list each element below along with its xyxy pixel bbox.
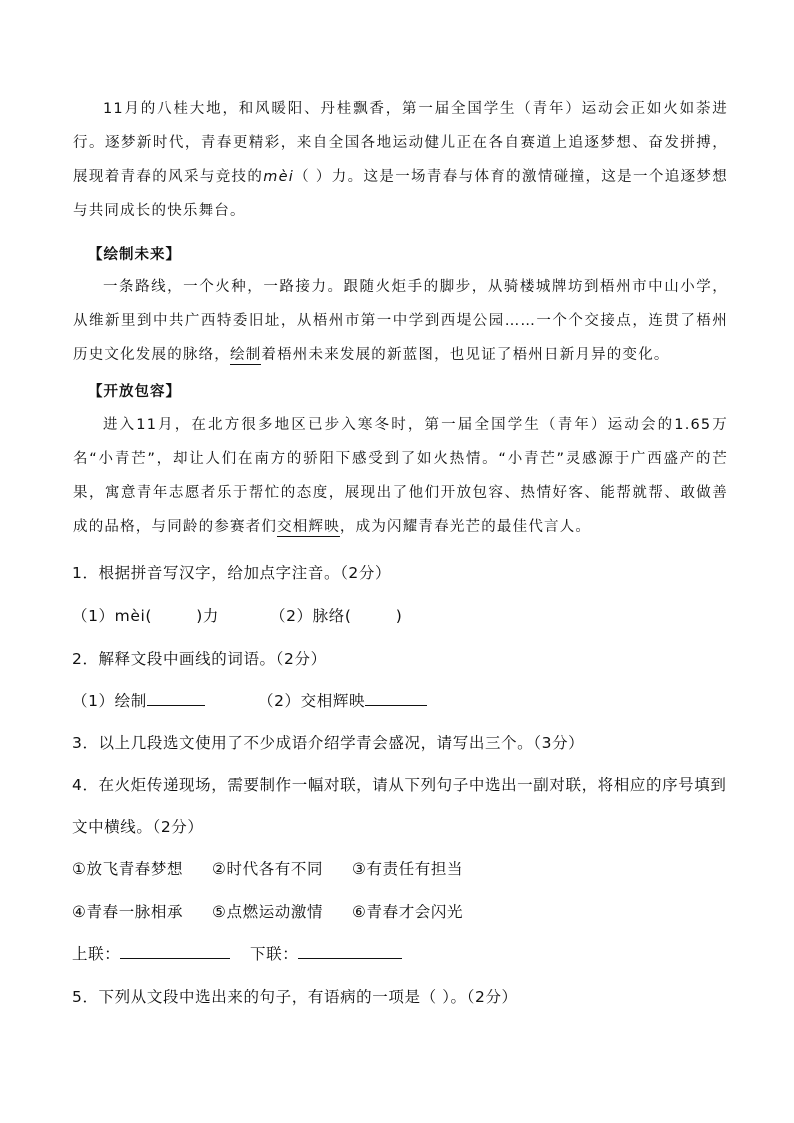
upper-couplet-row <box>72 942 230 964</box>
lower-couplet-label: 下联： <box>250 945 299 963</box>
paragraph-2-text-a: 一条路线，一个火种，一路接力。跟随火炬手的脚步，从骑楼城牌坊到梧州市中山小学，从维新里到中共广西特委旧址，从梧州市第一中学到西堤公园……一个个交接点，连贯了梧州历史文化发展的脉络， <box>73 279 728 363</box>
answer-blank-draw[interactable] <box>147 691 205 706</box>
option-2: ②时代各有不同 <box>212 860 324 878</box>
q2-sub2-label: （2）交相辉映 <box>258 692 366 710</box>
underlined-word-draw: 绘制 <box>230 347 262 363</box>
question-5: 5．下列从文段中选出来的句子，有语病的一项是（ ）。（2分） <box>72 988 518 1006</box>
option-6: ⑥青春才会闪光 <box>352 903 464 921</box>
option-5: ⑤点燃运动激情 <box>212 903 324 921</box>
upper-couplet-label: 上联： <box>72 945 121 963</box>
passage-paragraph-3 <box>73 408 728 544</box>
q2-sub1-label: （1）绘制 <box>72 692 147 710</box>
underlined-word-interplay: 交相辉映 <box>277 519 340 535</box>
question-3: 3．以上几段选文使用了不少成语介绍学青会盛况，请写出三个。（3分） <box>72 734 585 752</box>
upper-couplet-blank[interactable] <box>120 944 230 959</box>
section-heading-draw-future: 【绘制未来】 <box>88 247 181 263</box>
question-2-part-2 <box>258 689 427 711</box>
question-2-part-1 <box>72 689 205 711</box>
q1-sub1-text: （1）mèi( )力 <box>72 607 220 625</box>
question-1-part-1 <box>72 604 219 626</box>
option-3: ③有责任有担当 <box>352 860 464 878</box>
passage-paragraph-1 <box>73 92 728 228</box>
answer-blank-interplay[interactable] <box>365 691 427 706</box>
paragraph-1-text-a: 11月的八桂大地，和风暖阳、丹桂飘香，第一届全国学生（青年）运动会正如火如荼进行。逐梦新时代，青春更精彩，来自全国各地运动健儿正在各自赛道上追逐梦想、奋发拼搏，展现着青春的风采与竞技的 <box>73 101 728 185</box>
pinyin-mei: mèi <box>263 169 294 185</box>
question-1: 1．根据拼音写汉字，给加点字注音。（2分） <box>72 564 392 582</box>
paragraph-3-text-b: ，成为闪耀青春光芒的最佳代言人。 <box>339 519 592 535</box>
paragraph-1-text-b: （ ）力。这是一场青春与体育的激情碰撞，这是一个追逐梦想与共同成长的快乐舞台。 <box>73 169 728 219</box>
section-heading-open-inclusive: 【开放包容】 <box>88 384 181 400</box>
option-4: ④青春一脉相承 <box>72 903 184 921</box>
question-2: 2．解释文段中画线的词语。（2分） <box>72 650 327 668</box>
question-1-part-2 <box>270 604 402 626</box>
lower-couplet-blank[interactable] <box>298 944 402 959</box>
q1-sub2-text: （2）脉络( ) <box>270 607 403 625</box>
paragraph-2-text-b: 着梧州未来发展的新蓝图，也见证了梧州日新月异的变化。 <box>261 347 670 363</box>
passage-paragraph-2 <box>73 270 728 372</box>
question-4-line-1: 4．在火炬传递现场，需要制作一幅对联，请从下列句子中选出一副对联，将相应的序号填到 <box>72 776 727 794</box>
question-4-line-2: 文中横线。（2分） <box>72 818 204 836</box>
paragraph-3-text-a: 进入11月，在北方很多地区已步入寒冬时，第一届全国学生（青年）运动会的1.65万名“小青芒”，却让人们在南方的骄阳下感受到了如火热情。“小青芒”灵感源于广西盛产的芒果，寓意青年志愿者乐于帮忙的态度，展现出了他们开放包容、热情好客、能帮就帮、敢做善成的品格，与同龄的参赛者们 <box>73 417 728 535</box>
lower-couplet-row <box>250 942 402 964</box>
option-1: ①放飞青春梦想 <box>72 860 184 878</box>
